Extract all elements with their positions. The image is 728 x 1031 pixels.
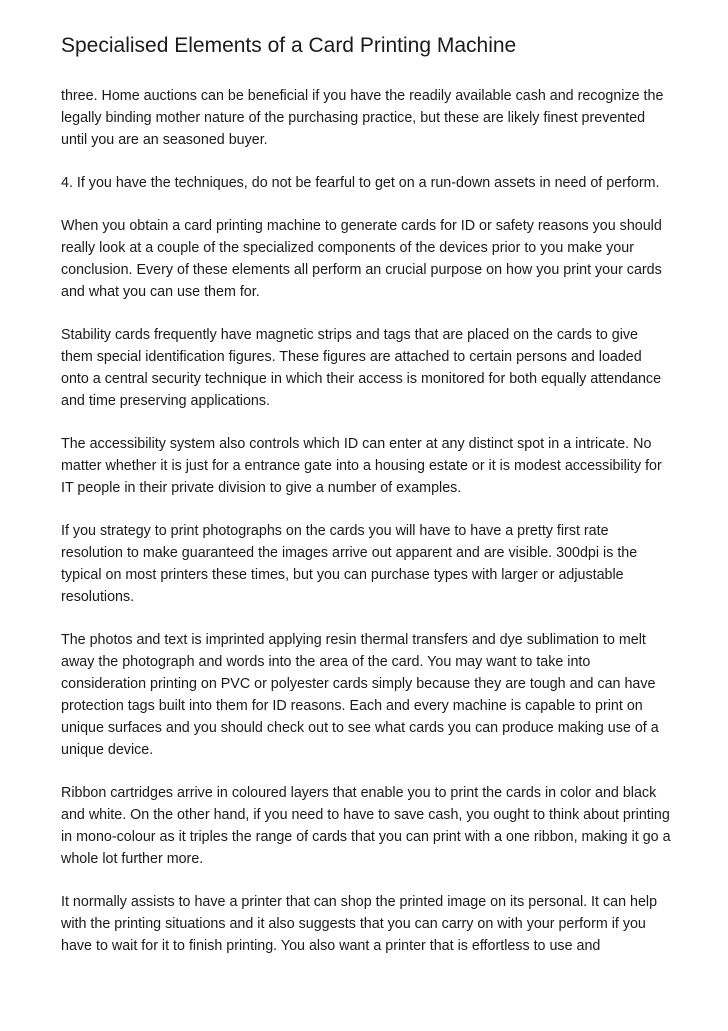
paragraph: The accessibility system also controls which ID can enter at any distinct spot in a intricate. No matter whether it is just for a entrance gate into a housing estate or it is modest accessibility for IT people in their private division to give a number of examples. <box>61 436 662 496</box>
paragraph: three. Home auctions can be beneficial if you have the readily available cash and recognize the legally binding mother nature of the purchasing practice, but these are likely finest prevented until you are an seasoned buyer. <box>61 88 664 148</box>
page-title: Specialised Elements of a Card Printing Machine <box>61 34 517 57</box>
paragraph: Ribbon cartridges arrive in coloured layers that enable you to print the cards in color and black and white. On the other hand, if you need to have to save cash, you ought to think about printing in mono-colour as it triples the range of cards that you can print with a one ribbon, making it go a whole lot further more. <box>61 785 671 867</box>
paragraph: The photos and text is imprinted applying resin thermal transfers and dye sublimation to melt away the photograph and words into the area of the card. You may want to take into consideration printing on PVC or polyester cards simply because they are tough and can have protection tags built into them for ID reasons. Each and every machine is capable to print on unique surfaces and you should check out to see what cards you can produce making use of a unique device. <box>61 632 659 758</box>
paragraph: 4. If you have the techniques, do not be fearful to get on a run-down assets in need of perform. <box>61 175 660 191</box>
paragraph: It normally assists to have a printer that can shop the printed image on its personal. It can help with the printing situations and it also suggests that you can carry on with your perform if you have to wait for it to finish printing. You also want a printer that is effortless to use and <box>61 894 658 954</box>
paragraph: If you strategy to print photographs on the cards you will have to have a pretty first rate resolution to make guaranteed the images arrive out apparent and are visible. 300dpi is the typical on most printers these times, but you can purchase types with larger or adjustable resolutions. <box>61 523 638 605</box>
paragraph: When you obtain a card printing machine to generate cards for ID or safety reasons you should really look at a couple of the specialized components of the devices prior to you make your conclusion. Every of these elements all perform an crucial purpose on how you print your cards and what you can use them for. <box>61 218 662 300</box>
paragraph: Stability cards frequently have magnetic strips and tags that are placed on the cards to give them special identification figures. These figures are attached to certain persons and loaded onto a central security technique in which their access is monitored for both equally attendance and time preserving applications. <box>61 327 662 409</box>
